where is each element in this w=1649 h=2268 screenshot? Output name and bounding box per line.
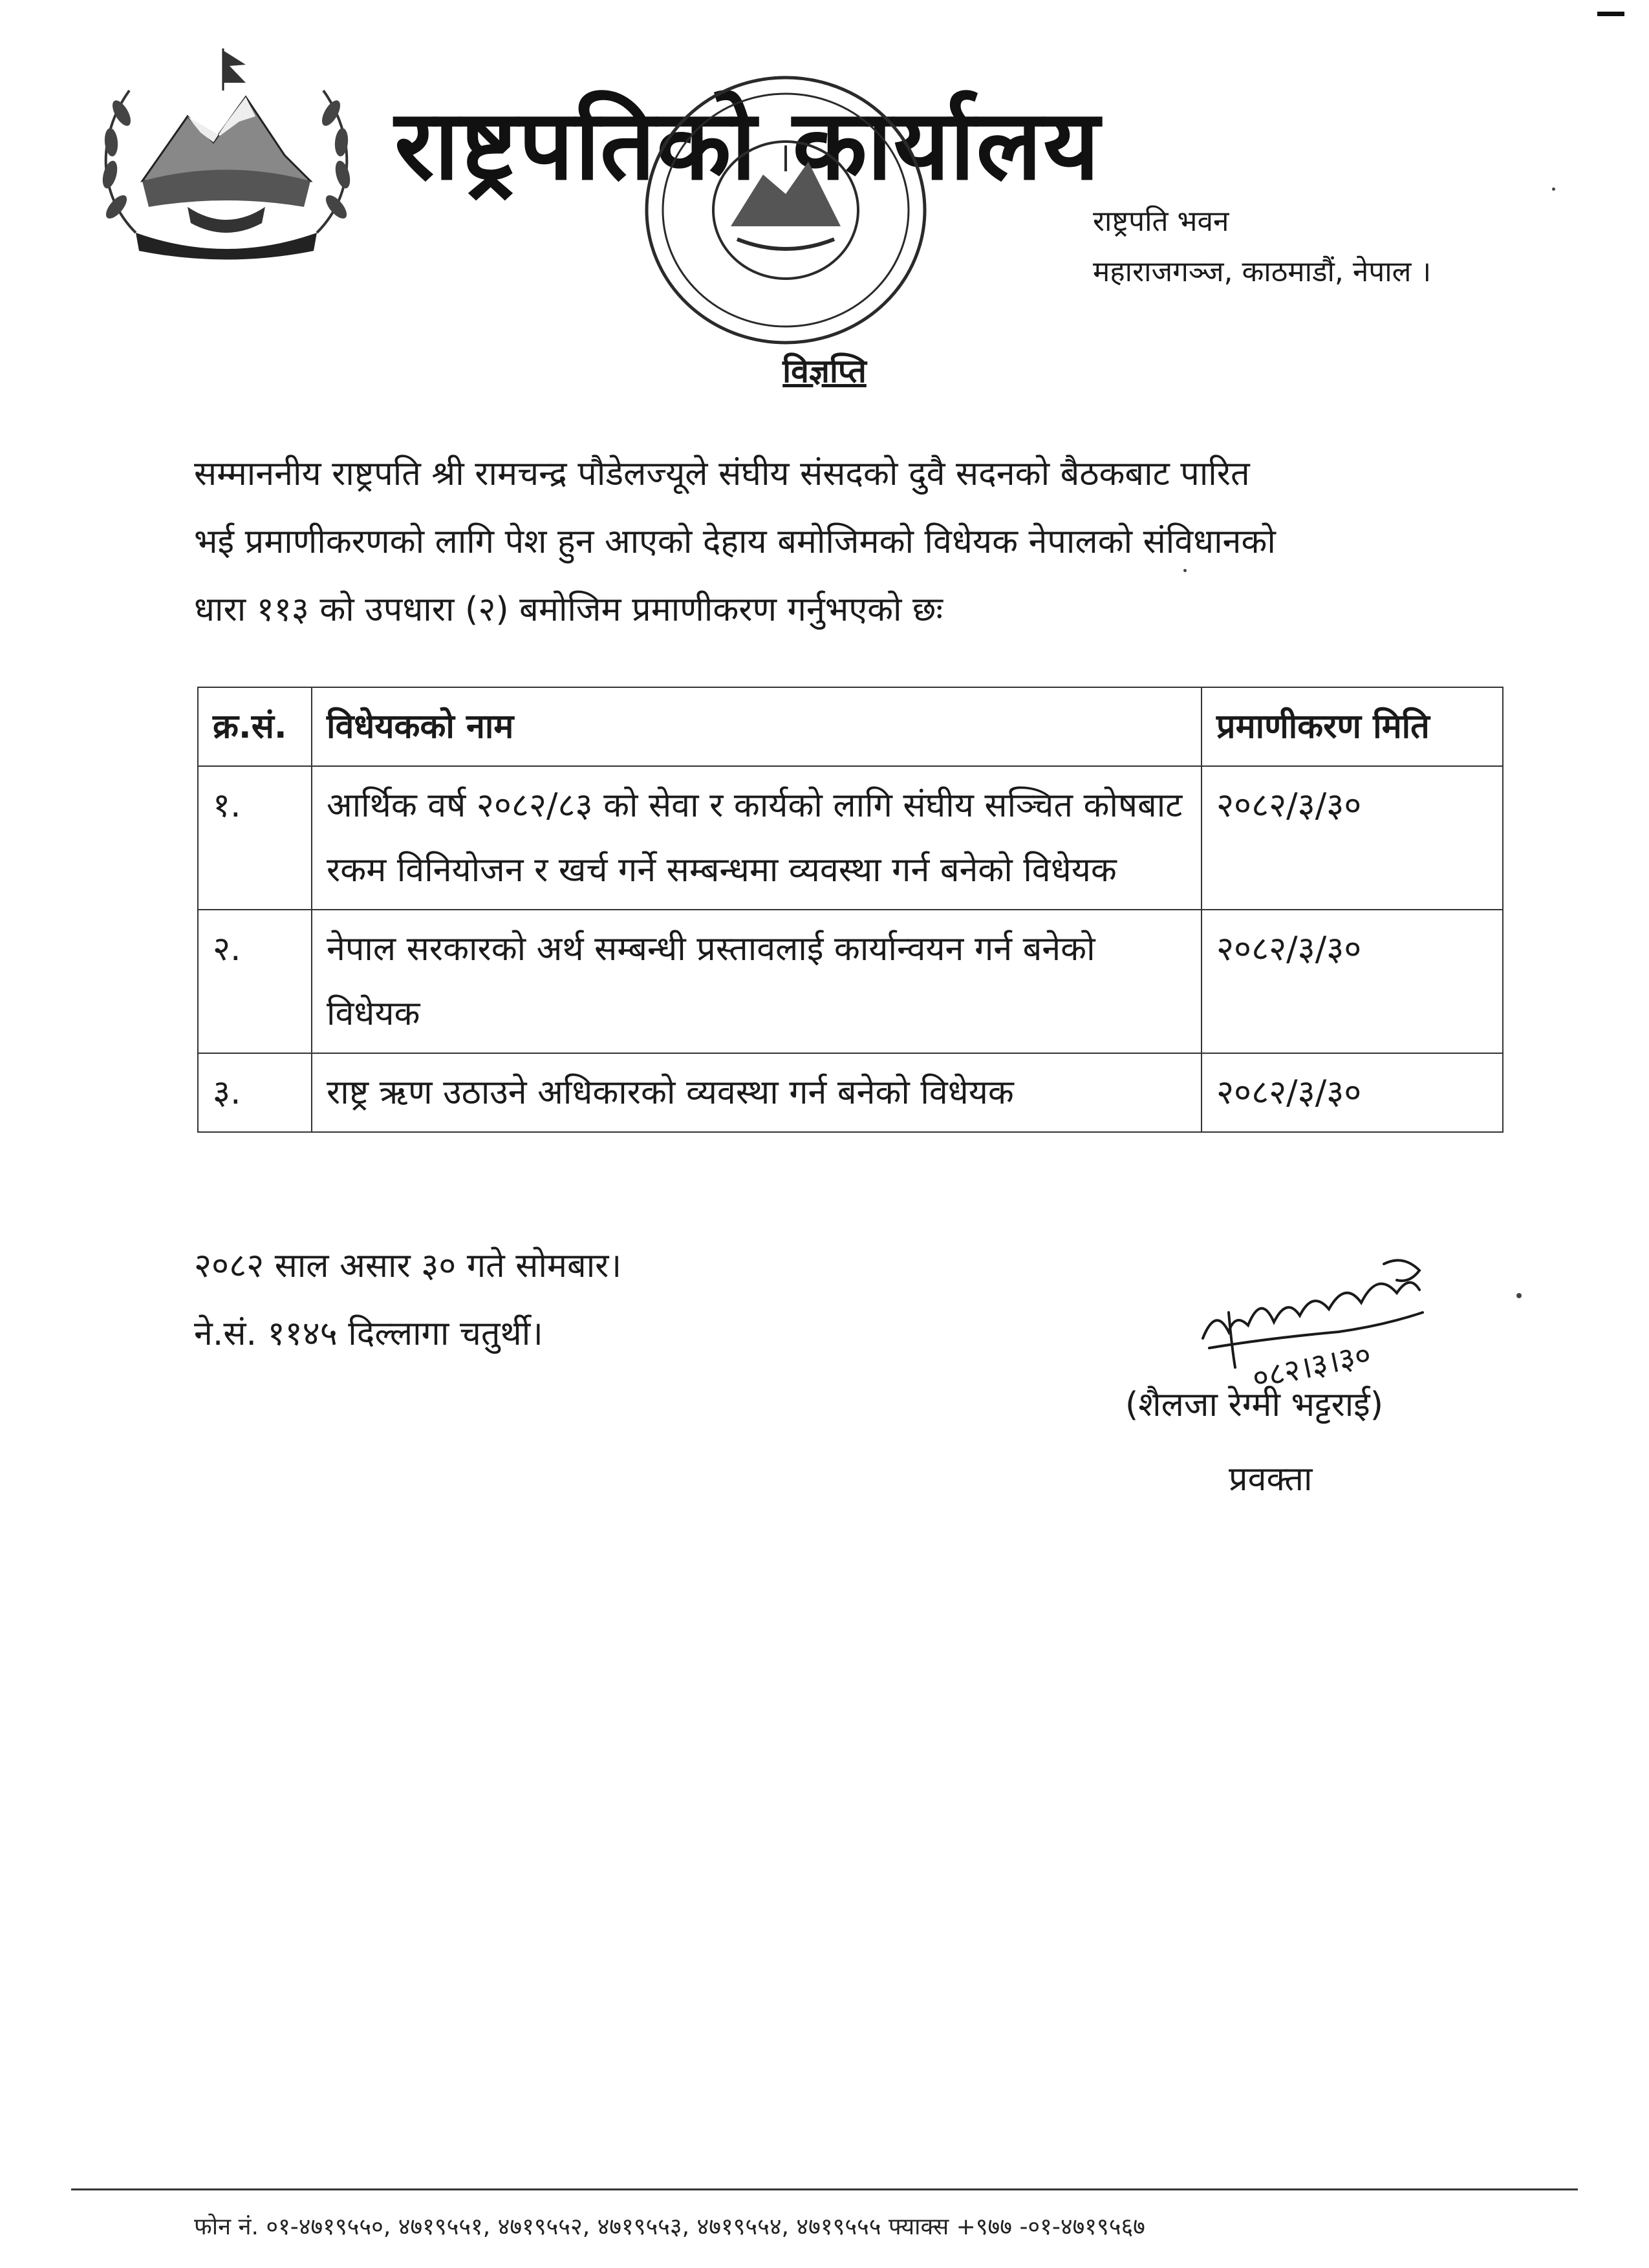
row-bill-name: नेपाल सरकारको अर्थ सम्बन्धी प्रस्तावलाई कार्यान्वयन गर्न बनेको विधेयक [312, 910, 1202, 1053]
footer-contact: फोन नं. ०१-४७१९५५०, ४७१९५५१, ४७१९५५२, ४७१९५५३, ४७१९५५४, ४७१९५५५ फ्याक्स +९७७ -०१-४७१९५६७ [194, 2214, 1145, 2240]
ns-date: ने.सं. ११४५ दिल्लागा चतुर्थी। [194, 1314, 543, 1353]
row-date: २०८२/३/३० [1202, 1053, 1503, 1132]
address-line-2: महाराजगञ्ज, काठमाडौं, नेपाल । [1093, 255, 1432, 288]
office-seal-icon [634, 65, 938, 356]
notice-paragraph-line-2: भई प्रमाणीकरणको लागि पेश हुन आएको देहाय बमोजिमको विधेयक नेपालको संविधानको [194, 522, 1276, 561]
header-serial: क्र.सं. [198, 687, 312, 766]
office-title: राष्ट्रपतिको कार्यालय [394, 89, 1101, 202]
bs-date: २०८२ साल असार ३० गते सोमबार। [194, 1246, 622, 1285]
row-bill-name: आर्थिक वर्ष २०८२/८३ को सेवा र कार्यको लागि संघीय सञ्चित कोषबाट रकम विनियोजन र खर्च गर्ने सम्बन्धमा व्यवस्था गर्न बनेको विधेयक [312, 766, 1202, 910]
row-serial: ३. [198, 1053, 312, 1132]
signatory-name: (शैलजा रेग्मी भट्टराई) [1125, 1385, 1383, 1424]
handwritten-signature [1190, 1235, 1474, 1396]
scan-speck [1183, 569, 1187, 572]
table-row [198, 910, 1503, 1053]
signature-date: ०८२।३।३० [1249, 1336, 1375, 1396]
header-date: प्रमाणीकरण मिति [1202, 687, 1503, 766]
scan-speck [1516, 1293, 1522, 1298]
corner-mark [1597, 12, 1624, 16]
address-line-1: राष्ट्रपति भवन [1093, 205, 1229, 238]
footer-divider [71, 2188, 1578, 2190]
notice-title: विज्ञप्ति [782, 352, 867, 390]
row-date: २०८२/३/३० [1202, 766, 1503, 910]
nepal-emblem-icon [91, 45, 362, 265]
table-row [198, 1053, 1503, 1132]
row-serial: १. [198, 766, 312, 910]
bills-table [197, 687, 1503, 1133]
table-header-row [198, 687, 1503, 766]
row-bill-name: राष्ट्र ऋण उठाउने अधिकारको व्यवस्था गर्न बनेको विधेयक [312, 1053, 1202, 1132]
notice-paragraph-line-1: सम्माननीय राष्ट्रपति श्री रामचन्द्र पौडेलज्यूले संघीय संसदको दुवै सदनको बैठकबाट पारित [194, 455, 1250, 493]
signatory-designation: प्रवक्ता [1229, 1460, 1313, 1499]
table-row [198, 766, 1503, 910]
row-date: २०८२/३/३० [1202, 910, 1503, 1053]
header-bill-name: विधेयकको नाम [312, 687, 1202, 766]
row-serial: २. [198, 910, 312, 1053]
notice-paragraph-line-3: धारा ११३ को उपधारा (२) बमोजिम प्रमाणीकरण गर्नुभएको छः [194, 590, 943, 629]
scan-speck [1552, 187, 1555, 191]
